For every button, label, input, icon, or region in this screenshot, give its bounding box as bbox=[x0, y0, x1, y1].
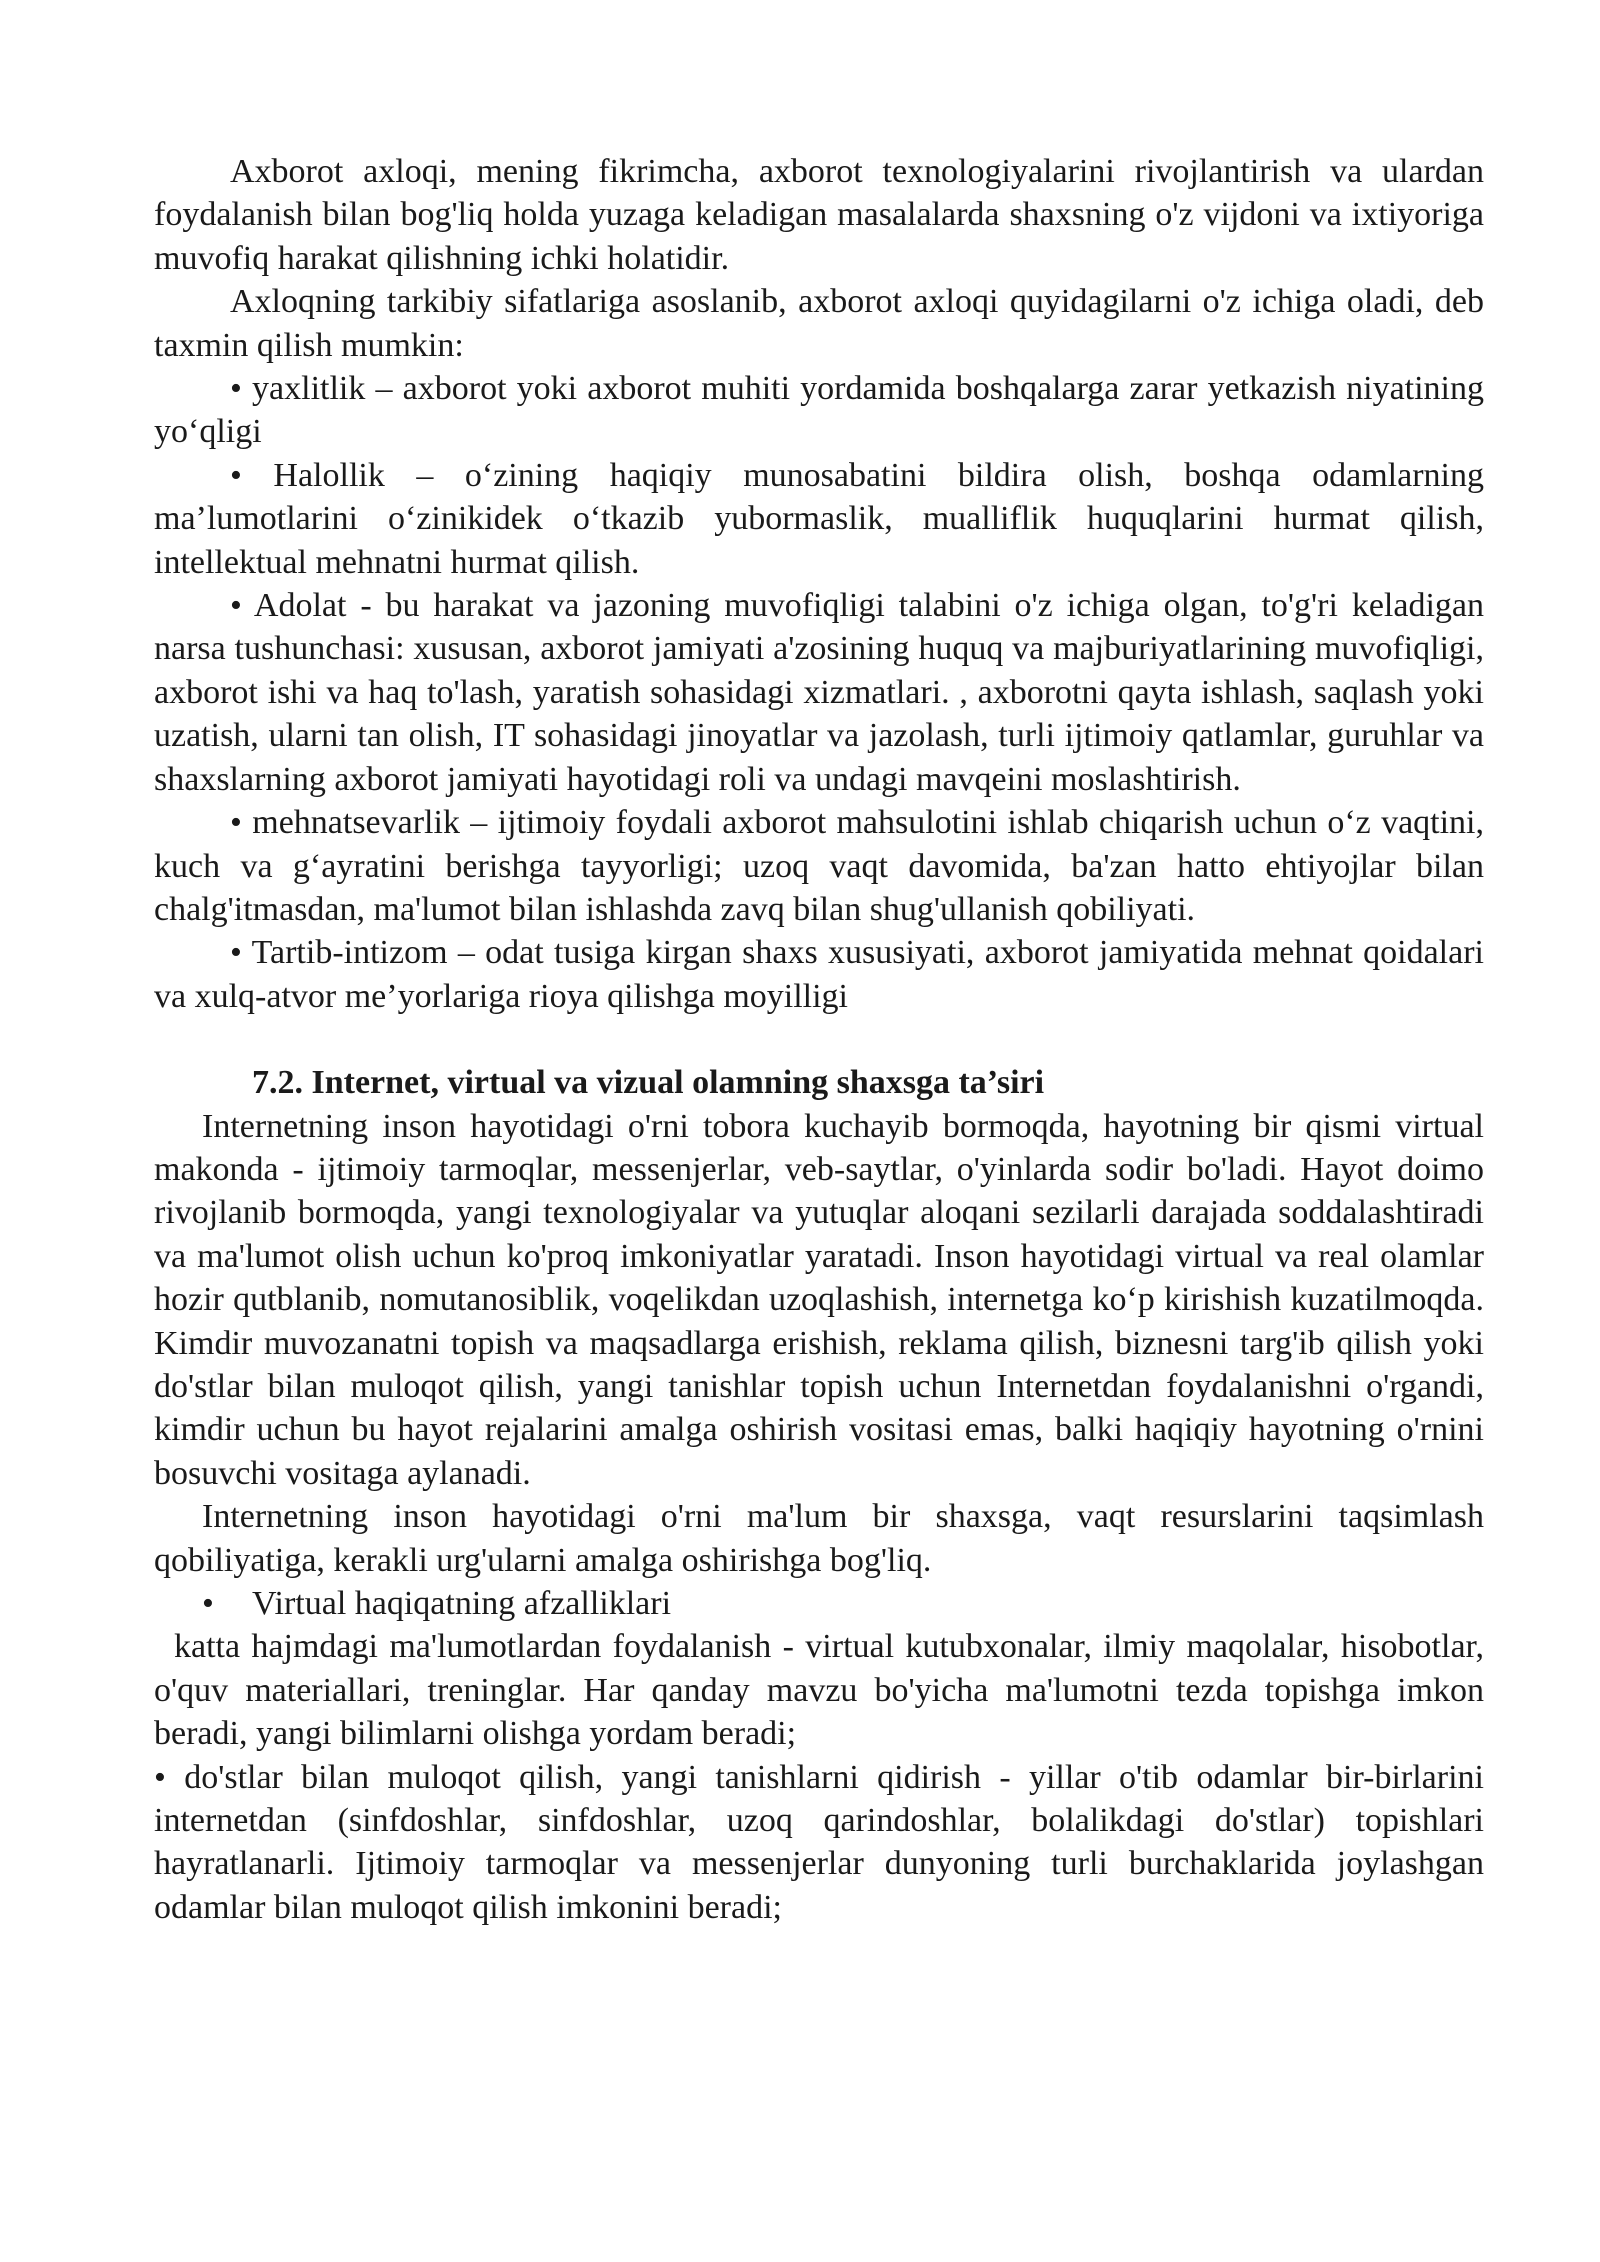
document-page bbox=[154, 150, 1484, 1929]
paragraph-large-data-use: katta hajmdagi ma'lumotlardan foydalanish - virtual kutubxonalar, ilmiy maqolalar, hisobotlar, o'quv materiallari, treninglar. Har qanday mavzu bo'yicha ma'lumotni tezda topishga imkon beradi, yangi bilimlarni olishga yordam beradi; bbox=[154, 1628, 1484, 1753]
list-item-friends-communication: • do'stlar bilan muloqot qilish, yangi tanishlarni qidirish - yillar o'tib odamlar bir-birlarini internetdan (sinfdoshlar, sinfdoshlar, uzoq qarindoshlar, bolalikdagi do'stlar) topishlari hayratlanarli. Ijtimoiy tarmoqlar va messenjerlar dunyoning turli burchaklarida joylashgan odamlar bilan muloqot qilish imkonini beradi; bbox=[154, 1758, 1484, 1926]
list-item-tartib-intizom: • Tartib-intizom – odat tusiga kirgan shaxs xususiyati, axborot jamiyatida mehnat qoidalari va xulq-atvor me’yorlariga rioya qilishga moyilligi bbox=[154, 934, 1484, 1015]
list-item-halollik: • Halollik – o‘zining haqiqiy munosabatini bildira olish, boshqa odamlarning ma’lumotlarini o‘zinikidek o‘tkazib yubormaslik, mualliflik huquqlarini hurmat qilish, intellektual mehnatni hurmat qilish. bbox=[154, 456, 1484, 581]
paragraph-internet-depends: Internetning inson hayotidagi o'rni ma'lum bir shaxsga, vaqt resurslarini taqsimlash qobiliyatiga, kerakli urg'ularni amalga oshirishga bog'liq. bbox=[154, 1498, 1484, 1579]
section-heading: 7.2. Internet, virtual va vizual olamning shaxsga ta’siri bbox=[252, 1064, 1045, 1102]
bullet-icon: • bbox=[202, 1585, 214, 1622]
list-item-yaxlitlik: • yaxlitlik – axborot yoki axborot muhiti yordamida boshqalarga zarar yetkazish niyatining yo‘qligi bbox=[154, 370, 1484, 451]
list-item-mehnatsevarlik: • mehnatsevarlik – ijtimoiy foydali axborot mahsulotini ishlab chiqarish uchun o‘z vaqtini, kuch va g‘ayratini berishga tayyorligi; uzoq vaqt davomida, ba'zan hatto ehtiyojlar bilan chalg'itmasdan, ma'lumot bilan ishlashda zavq bilan shug'ullanish qobiliyati. bbox=[154, 804, 1484, 928]
bullet-virtual-advantages-label: Virtual haqiqatning afzalliklari bbox=[252, 1585, 672, 1622]
paragraph-axborot-axloqi-definition: Axborot axloqi, mening fikrimcha, axborot texnologiyalarini rivojlantirish va ulardan foydalanish bilan bog'liq holda yuzaga keladigan masalalarda shaxsning o'z vijdoni va ixtiyoriga muvofiq harakat qilishning ichki holatidir. bbox=[154, 153, 1484, 277]
paragraph-internet-role: Internetning inson hayotidagi o'rni tobora kuchayib bormoqda, hayotning bir qismi virtual makonda - ijtimoiy tarmoqlar, messenjerlar, veb-saytlar, o'yinlarda sodir bo'ladi. Hayot doimo rivojlanib bormoqda, yangi texnologiyalar va yutuqlar aloqani sezilarli darajada soddalashtiradi va ma'lumot olish uchun ko'proq imkoniyatlar yaratadi. Inson hayotidagi virtual va real olamlar hozir qutblanib, nomutanosiblik, voqelikdan uzoqlashish, internetga ko‘p kirishish kuzatilmoqda. Kimdir muvozanatni topish va maqsadlarga erishish, reklama qilish, biznesni targ'ib qilish yoki do'stlar bilan muloqot qilish, yangi tanishlar topish uchun Internetdan foydalanishni o'rgandi, kimdir uchun bu hayot rejalarini amalga oshirish vositasi emas, balki haqiqiy hayotning o'rnini bosuvchi vositaga aylanadi. bbox=[154, 1107, 1484, 1492]
bullet-virtual-advantages bbox=[154, 1582, 1484, 1625]
paragraph-axloq-components-intro: Axloqning tarkibiy sifatlariga asoslanib, axborot axloqi quyidagilarni o'z ichiga oladi, deb taxmin qilish mumkin: bbox=[154, 283, 1484, 364]
list-item-adolat: • Adolat - bu harakat va jazoning muvofiqligi talabini o'z ichiga olgan, to'g'ri keladigan narsa tushunchasi: xususan, axborot jamiyati a'zosining huquq va majburiyatlarining muvofiqligi, axborot ishi va haq to'lash, yaratish sohasidagi xizmatlari. , axborotni qayta ishlash, saqlash yoki uzatish, ularni tan olish, IT sohasidagi jinoyatlar va jazolash, turli ijtimoiy qatlamlar, guruhlar va shaxslarning axborot jamiyati hayotidagi roli va undagi mavqeini moslashtirish. bbox=[154, 587, 1484, 798]
